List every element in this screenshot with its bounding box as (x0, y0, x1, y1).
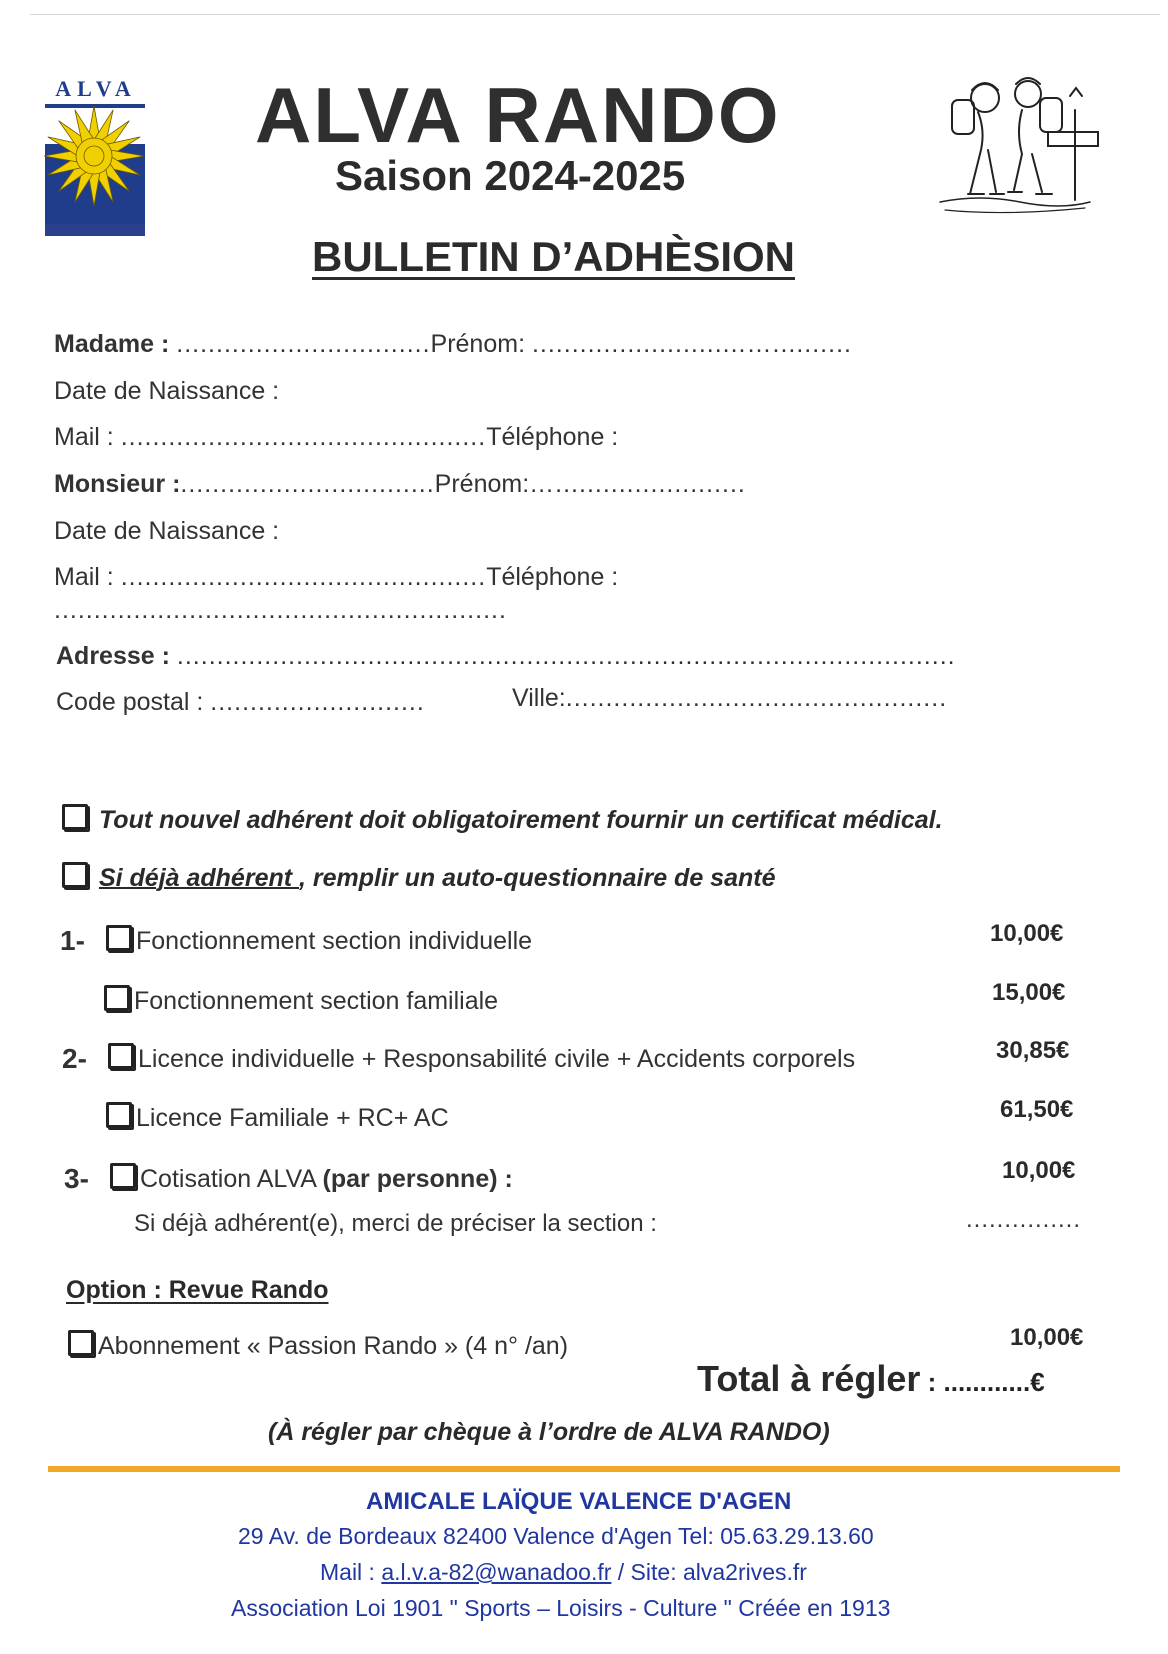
item-number: 2- (62, 1043, 87, 1074)
abonnement-label: Abonnement « Passion Rando » (4 n° /an) (98, 1332, 569, 1360)
item-checkbox[interactable] (106, 1102, 132, 1128)
code-postal-row (56, 688, 425, 717)
telephone-label: Téléphone : (486, 423, 619, 451)
certificat-text: Tout nouvel adhérent doit obligatoirement fournir un certificat médical. (98, 806, 943, 834)
page-title: ALVA RANDO (255, 71, 781, 159)
sun-logo-icon (42, 104, 152, 244)
item-individuelle (106, 925, 532, 956)
option-title: Option : Revue Rando (66, 1276, 329, 1304)
item-label: Cotisation ALVA (140, 1165, 323, 1193)
madame-row (54, 330, 852, 359)
item-label: Fonctionnement section familiale (134, 987, 499, 1015)
deja-adherent-text: Si déjà adhérent (98, 864, 300, 892)
cheque-note: (À régler par chèque à l’ordre de ALVA RANDO) (268, 1418, 830, 1446)
item-checkbox[interactable] (104, 985, 130, 1011)
item-price: 30,85€ (996, 1037, 1070, 1064)
mail-field[interactable]: .............................................. (120, 423, 487, 451)
dob-label: Date de Naissance : (54, 517, 280, 545)
certificat-checkbox[interactable] (62, 804, 88, 830)
madame-field[interactable]: ................................ (176, 330, 431, 358)
prenom-field[interactable]: ...........................….......... (531, 330, 852, 358)
certificat-note (62, 804, 943, 835)
ville-row (512, 684, 947, 713)
item-number: 3- (64, 1163, 89, 1194)
form-heading: BULLETIN D’ADHÈSION (312, 233, 795, 280)
footer-mail-link[interactable]: a.l.v.a-82@wanadoo.fr (381, 1559, 612, 1585)
questionnaire-text: , remplir un auto-questionnaire de santé (299, 864, 776, 892)
item-checkbox[interactable] (110, 1163, 136, 1189)
abonnement-checkbox[interactable] (68, 1330, 94, 1356)
madame-label: Madame : (54, 330, 170, 358)
item-price: 10,00€ (1002, 1157, 1076, 1184)
section-precise-text: Si déjà adhérent(e), merci de préciser la section : (134, 1210, 657, 1237)
mail-row (54, 423, 618, 452)
item-price: 15,00€ (992, 979, 1066, 1006)
item-checkbox[interactable] (108, 1043, 134, 1069)
item-number: 1- (60, 925, 85, 956)
item-label: Licence Familiale + RC+ AC (136, 1104, 449, 1132)
footer-contact (320, 1559, 807, 1586)
scan-top-edge (30, 14, 1160, 15)
telephone-label: Téléphone : (486, 563, 619, 591)
alva-logo (42, 76, 152, 236)
item-cotisation (110, 1163, 513, 1194)
total-label: Total à régler (697, 1358, 921, 1399)
monsieur-label: Monsieur : (54, 470, 181, 498)
adresse-field[interactable]: .................................................................................................. (176, 642, 956, 670)
prenom-label: Prénom: (430, 330, 526, 358)
item-price: 61,50€ (1000, 1096, 1074, 1123)
section-precise-field[interactable]: ............... (966, 1206, 1082, 1233)
mail-field[interactable]: .............................................. (120, 563, 487, 591)
footer-mail-label: Mail : (320, 1559, 382, 1585)
adresse-row (56, 642, 956, 671)
mail-label: Mail : (54, 563, 114, 591)
ville-field[interactable]: ................................................ (565, 684, 948, 712)
total-row (697, 1358, 1045, 1400)
dob-label: Date de Naissance : (54, 377, 280, 405)
adresse-label: Adresse : (56, 642, 170, 670)
abonnement-price: 10,00€ (1010, 1324, 1084, 1351)
prenom-label: Prénom: (434, 470, 530, 498)
item-label-bold: (par personne) : (322, 1165, 513, 1193)
code-postal-label: Code postal : (56, 688, 204, 716)
total-field[interactable]: : ............€ (920, 1367, 1045, 1397)
hikers-illustration-icon (930, 70, 1100, 220)
questionnaire-note (62, 862, 775, 893)
mail-label: Mail : (54, 423, 114, 451)
extra-line-field[interactable]: ......................................................... (54, 596, 507, 624)
footer-association: Association Loi 1901 " Sports – Loisirs - Culture " Créée en 1913 (231, 1595, 891, 1621)
item-licence-familiale (106, 1102, 449, 1133)
mail-row (54, 563, 618, 592)
item-familiale (104, 985, 498, 1016)
monsieur-field[interactable]: ................................ (180, 470, 435, 498)
item-label: Fonctionnement section individuelle (136, 927, 533, 955)
footer-address: 29 Av. de Bordeaux 82400 Valence d'Agen Tel: 05.63.29.13.60 (238, 1523, 874, 1549)
option-abonnement (68, 1330, 568, 1361)
footer-org: AMICALE LAÏQUE VALENCE D'AGEN (366, 1488, 792, 1515)
questionnaire-checkbox[interactable] (62, 862, 88, 888)
item-label: Licence individuelle + Responsabilité civile + Accidents corporels (138, 1045, 856, 1073)
footer-divider (48, 1466, 1120, 1472)
logo-text: ALVA (55, 76, 137, 101)
item-licence-individuelle (108, 1043, 855, 1074)
item-checkbox[interactable] (106, 925, 132, 951)
season-subtitle: Saison 2024-2025 (335, 152, 686, 199)
footer-site: / Site: alva2rives.fr (611, 1559, 807, 1585)
code-postal-field[interactable]: ........................... (210, 688, 425, 716)
prenom-field[interactable]: …........................ (529, 470, 746, 498)
ville-label: Ville: (512, 684, 566, 712)
item-price: 10,00€ (990, 920, 1064, 947)
monsieur-row (54, 470, 746, 499)
